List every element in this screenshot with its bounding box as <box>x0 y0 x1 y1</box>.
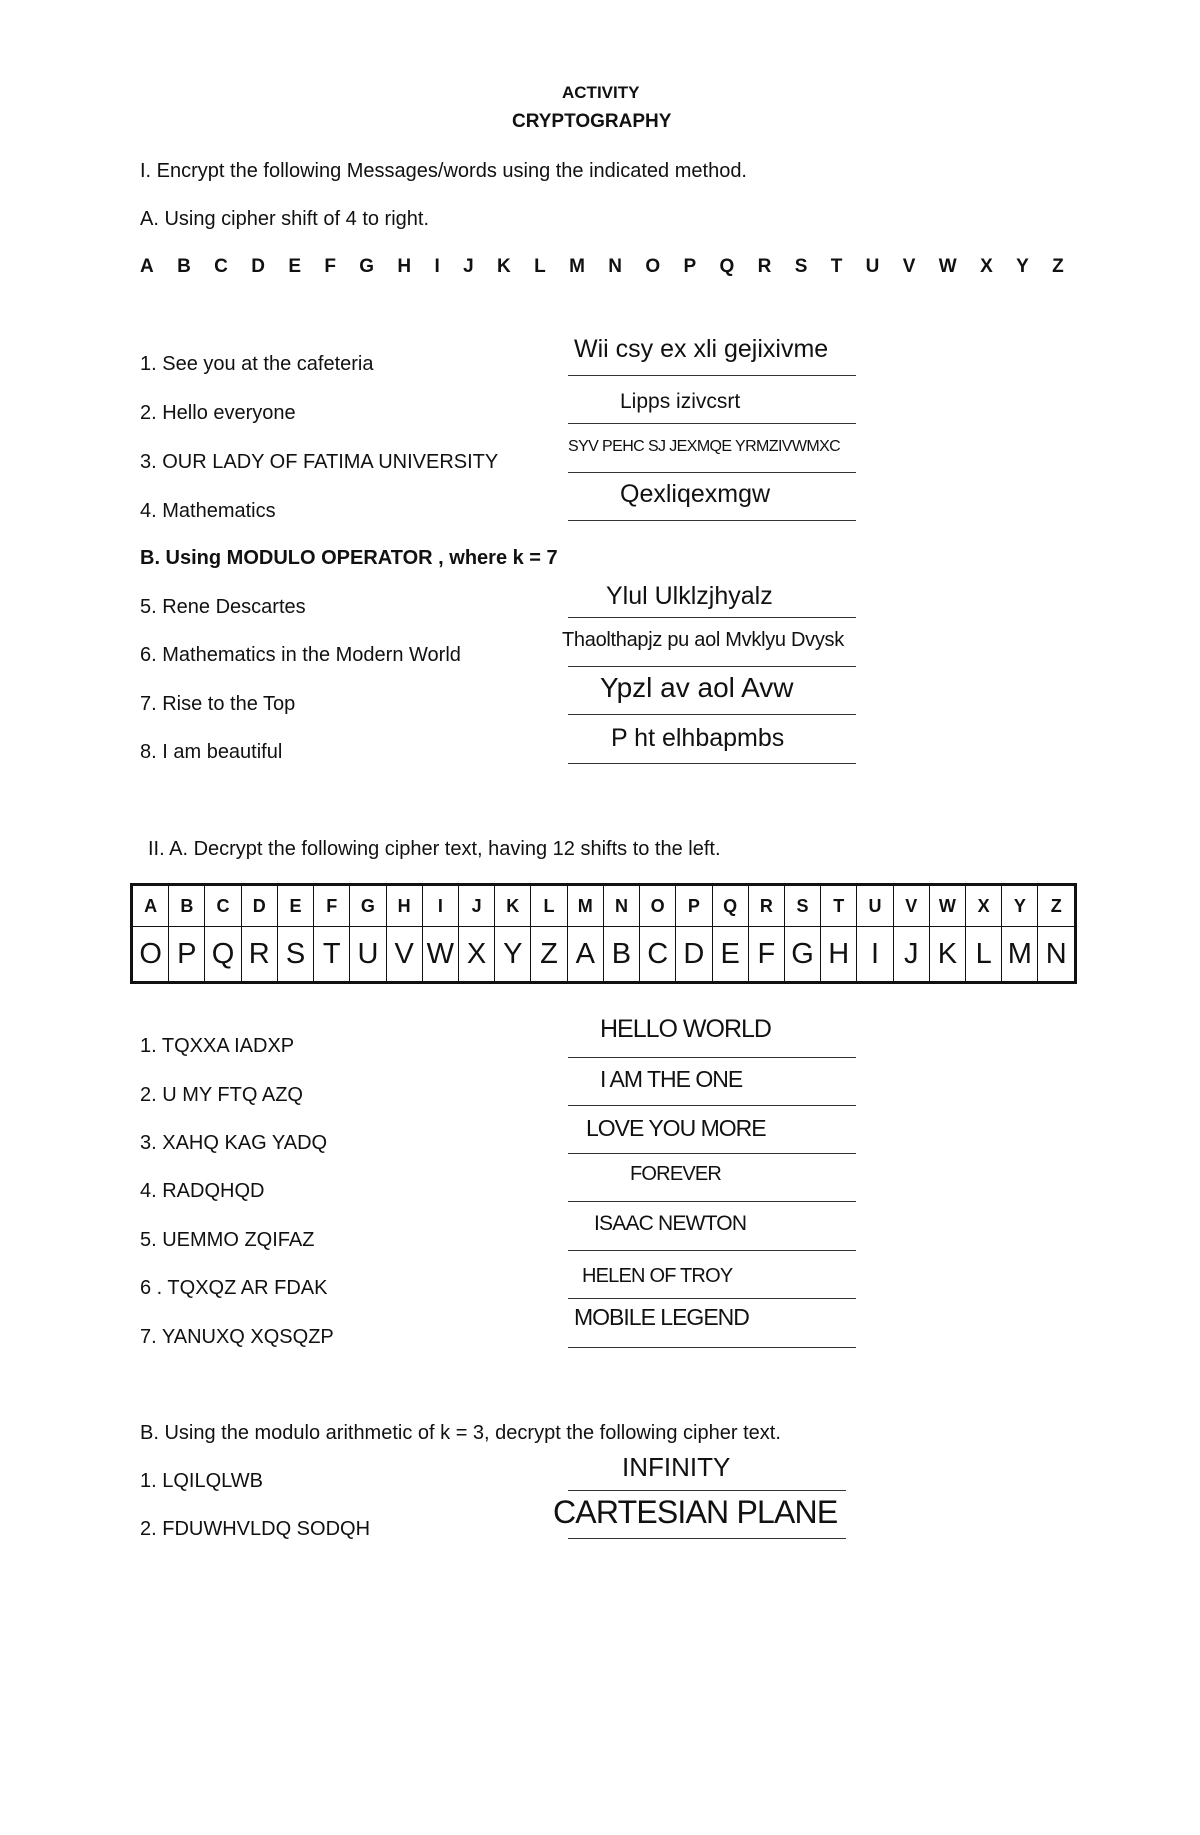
cipher-letter-cell: Y <box>495 927 531 982</box>
alphabet-letter: B <box>177 256 191 277</box>
cipher-letter-cell: I <box>857 927 893 982</box>
alphabet-letter: I <box>434 256 440 277</box>
plain-letter-cell: C <box>205 886 241 927</box>
cipher-letter-cell: H <box>821 927 857 982</box>
question-3: 3. OUR LADY OF FATIMA UNIVERSITY <box>140 451 499 473</box>
cipher-letter-cell: M <box>1002 927 1038 982</box>
cipher-letter-cell: A <box>567 927 603 982</box>
part2-section-a-label: II. A. Decrypt the following cipher text, having 12 shifts to the left. <box>148 838 721 860</box>
plain-letter-cell: D <box>241 886 277 927</box>
plain-letter-cell: T <box>821 886 857 927</box>
cipher-letter-cell: U <box>350 927 386 982</box>
section-a-label: A. Using cipher shift of 4 to right. <box>140 208 430 230</box>
decrypt-answer-7: MOBILE LEGEND <box>574 1304 749 1330</box>
question-2: 2. Hello everyone <box>140 402 296 424</box>
decrypt-question-4: 4. RADQHQD <box>140 1180 265 1202</box>
alphabet-letter: G <box>359 256 375 277</box>
question-7: 7. Rise to the Top <box>140 693 296 715</box>
modulo-line-2 <box>568 1538 846 1539</box>
decrypt-line-2 <box>568 1105 856 1106</box>
cipher-letter-cell: J <box>893 927 929 982</box>
cipher-letter-cell: Z <box>531 927 567 982</box>
cipher-letter-cell: E <box>712 927 748 982</box>
answer-3: SYV PEHC SJ JEXMQE YRMZIVWMXC <box>568 438 841 455</box>
alphabet-letter: J <box>463 256 474 277</box>
plain-letter-cell: E <box>277 886 313 927</box>
question-6: 6. Mathematics in the Modern World <box>140 644 461 666</box>
decrypt-question-3: 3. XAHQ KAG YADQ <box>140 1132 328 1154</box>
decrypt-line-1 <box>568 1057 856 1058</box>
plain-letter-cell: N <box>603 886 639 927</box>
plain-letter-cell: S <box>784 886 820 927</box>
alphabet-letter: Y <box>1016 256 1029 277</box>
decrypt-question-2: 2. U MY FTQ AZQ <box>140 1084 303 1106</box>
cipher-letter-cell: O <box>133 927 169 982</box>
plain-letter-cell: A <box>133 886 169 927</box>
modulo-answer-2: CARTESIAN PLANE <box>553 1494 838 1530</box>
decrypt-question-1: 1. TQXXA IADXP <box>140 1035 295 1057</box>
plain-letter-cell: O <box>640 886 676 927</box>
plain-letter-cell: F <box>314 886 350 927</box>
plain-letter-cell: I <box>422 886 458 927</box>
alphabet-row <box>140 256 1064 278</box>
cipher-letter-cell: R <box>241 927 277 982</box>
alphabet-letter: M <box>569 256 585 277</box>
plain-letter-cell: M <box>567 886 603 927</box>
cipher-letter-cell: L <box>966 927 1002 982</box>
alphabet-letter: E <box>288 256 301 277</box>
cipher-alphabet-row <box>133 927 1075 982</box>
alphabet-letter: T <box>830 256 843 277</box>
cipher-letter-cell: D <box>676 927 712 982</box>
alphabet-letter: W <box>938 256 957 277</box>
decrypt-answer-5: ISAAC NEWTON <box>594 1212 747 1235</box>
modulo-question-1: 1. LQILQLWB <box>140 1470 264 1492</box>
section-b-label <box>140 547 558 570</box>
cipher-letter-cell: W <box>422 927 458 982</box>
plain-letter-cell: L <box>531 886 567 927</box>
answer-line-5 <box>568 617 856 618</box>
plain-letter-cell: W <box>929 886 965 927</box>
activity-label: ACTIVITY <box>562 83 640 102</box>
modulo-line-1 <box>568 1490 846 1491</box>
cipher-letter-cell: C <box>640 927 676 982</box>
plain-letter-cell: V <box>893 886 929 927</box>
answer-line-8 <box>568 763 856 764</box>
answer-7: Ypzl av aol Avw <box>600 672 794 703</box>
alphabet-letter: X <box>980 256 993 277</box>
cipher-letter-cell: X <box>458 927 494 982</box>
decrypt-line-5 <box>568 1250 856 1251</box>
cipher-letter-cell: G <box>784 927 820 982</box>
section-b-prefix: B. <box>140 547 160 569</box>
alphabet-letter: D <box>251 256 265 277</box>
question-1: 1. See you at the cafeteria <box>140 353 374 375</box>
plain-letter-cell: R <box>748 886 784 927</box>
plain-letter-cell: X <box>966 886 1002 927</box>
answer-8: P ht elhbapmbs <box>611 724 785 752</box>
plain-alphabet-row <box>133 886 1075 927</box>
alphabet-letter: V <box>902 256 916 277</box>
plain-letter-cell: Q <box>712 886 748 927</box>
plain-letter-cell: Z <box>1038 886 1075 927</box>
decrypt-question-5: 5. UEMMO ZQIFAZ <box>140 1229 315 1251</box>
answer-line-7 <box>568 714 856 715</box>
alphabet-letter: C <box>214 256 228 277</box>
decrypt-answer-2: I AM THE ONE <box>600 1066 743 1092</box>
alphabet-letter: U <box>865 256 880 277</box>
cipher-letter-cell: N <box>1038 927 1075 982</box>
answer-line-1 <box>568 375 856 376</box>
plain-letter-cell: G <box>350 886 386 927</box>
alphabet-letter: Q <box>719 256 735 277</box>
decrypt-question-6: 6 . TQXQZ AR FDAK <box>140 1277 328 1299</box>
answer-1: Wii csy ex xli gejixivme <box>574 335 829 363</box>
decrypt-question-7: 7. YANUXQ XQSQZP <box>140 1326 334 1348</box>
alphabet-letter: N <box>608 256 622 277</box>
cipher-letter-cell: F <box>748 927 784 982</box>
alphabet-letter: S <box>794 256 808 277</box>
answer-2: Lipps izivcsrt <box>620 390 741 413</box>
decrypt-line-3 <box>568 1153 856 1154</box>
section-b-text: Using MODULO OPERATOR , where k = 7 <box>160 547 558 569</box>
alphabet-letter: F <box>324 256 336 277</box>
cipher-letter-cell: B <box>603 927 639 982</box>
page-title: CRYPTOGRAPHY <box>512 111 672 132</box>
answer-line-2 <box>568 423 856 424</box>
modulo-question-2: 2. FDUWHVLDQ SODQH <box>140 1518 371 1540</box>
cipher-shift-table <box>130 883 1077 984</box>
plain-letter-cell: P <box>676 886 712 927</box>
cipher-letter-cell: P <box>169 927 205 982</box>
plain-letter-cell: J <box>458 886 494 927</box>
answer-4: Qexliqexmgw <box>620 480 771 508</box>
decrypt-line-6 <box>568 1298 856 1299</box>
alphabet-letter: L <box>534 256 546 277</box>
part1-instruction: I. Encrypt the following Messages/words using the indicated method. <box>140 160 747 182</box>
modulo-answer-1: INFINITY <box>622 1452 731 1482</box>
cipher-letter-cell: S <box>277 927 313 982</box>
decrypt-line-4 <box>568 1201 856 1202</box>
cipher-letter-cell: Q <box>205 927 241 982</box>
decrypt-answer-4: FOREVER <box>630 1163 722 1185</box>
alphabet-letter: O <box>645 256 661 277</box>
alphabet-letter: P <box>683 256 697 277</box>
alphabet-letter: Z <box>1052 256 1064 277</box>
alphabet-letter: A <box>140 256 154 277</box>
question-5: 5. Rene Descartes <box>140 596 306 618</box>
plain-letter-cell: Y <box>1002 886 1038 927</box>
plain-letter-cell: B <box>169 886 205 927</box>
decrypt-answer-3: LOVE YOU MORE <box>586 1115 766 1141</box>
decrypt-answer-1: HELLO WORLD <box>600 1015 771 1043</box>
alphabet-letter: K <box>497 256 511 277</box>
answer-5: Ylul Ulklzjhyalz <box>606 582 773 610</box>
alphabet-letter: H <box>397 256 412 277</box>
answer-line-4 <box>568 520 856 521</box>
plain-letter-cell: U <box>857 886 893 927</box>
plain-letter-cell: K <box>495 886 531 927</box>
plain-letter-cell: H <box>386 886 422 927</box>
cipher-letter-cell: K <box>929 927 965 982</box>
decrypt-line-7 <box>568 1347 856 1348</box>
decrypt-answer-6: HELEN OF TROY <box>582 1265 733 1287</box>
question-4: 4. Mathematics <box>140 500 276 522</box>
alphabet-letter: R <box>757 256 772 277</box>
cipher-letter-cell: V <box>386 927 422 982</box>
answer-line-6 <box>568 666 856 667</box>
answer-line-3 <box>568 472 856 473</box>
question-8: 8. I am beautiful <box>140 741 283 763</box>
part2-section-b-label: B. Using the modulo arithmetic of k = 3, decrypt the following cipher text. <box>140 1422 781 1444</box>
cipher-letter-cell: T <box>314 927 350 982</box>
answer-6: Thaolthapjz pu aol Mvklyu Dvysk <box>562 629 844 651</box>
